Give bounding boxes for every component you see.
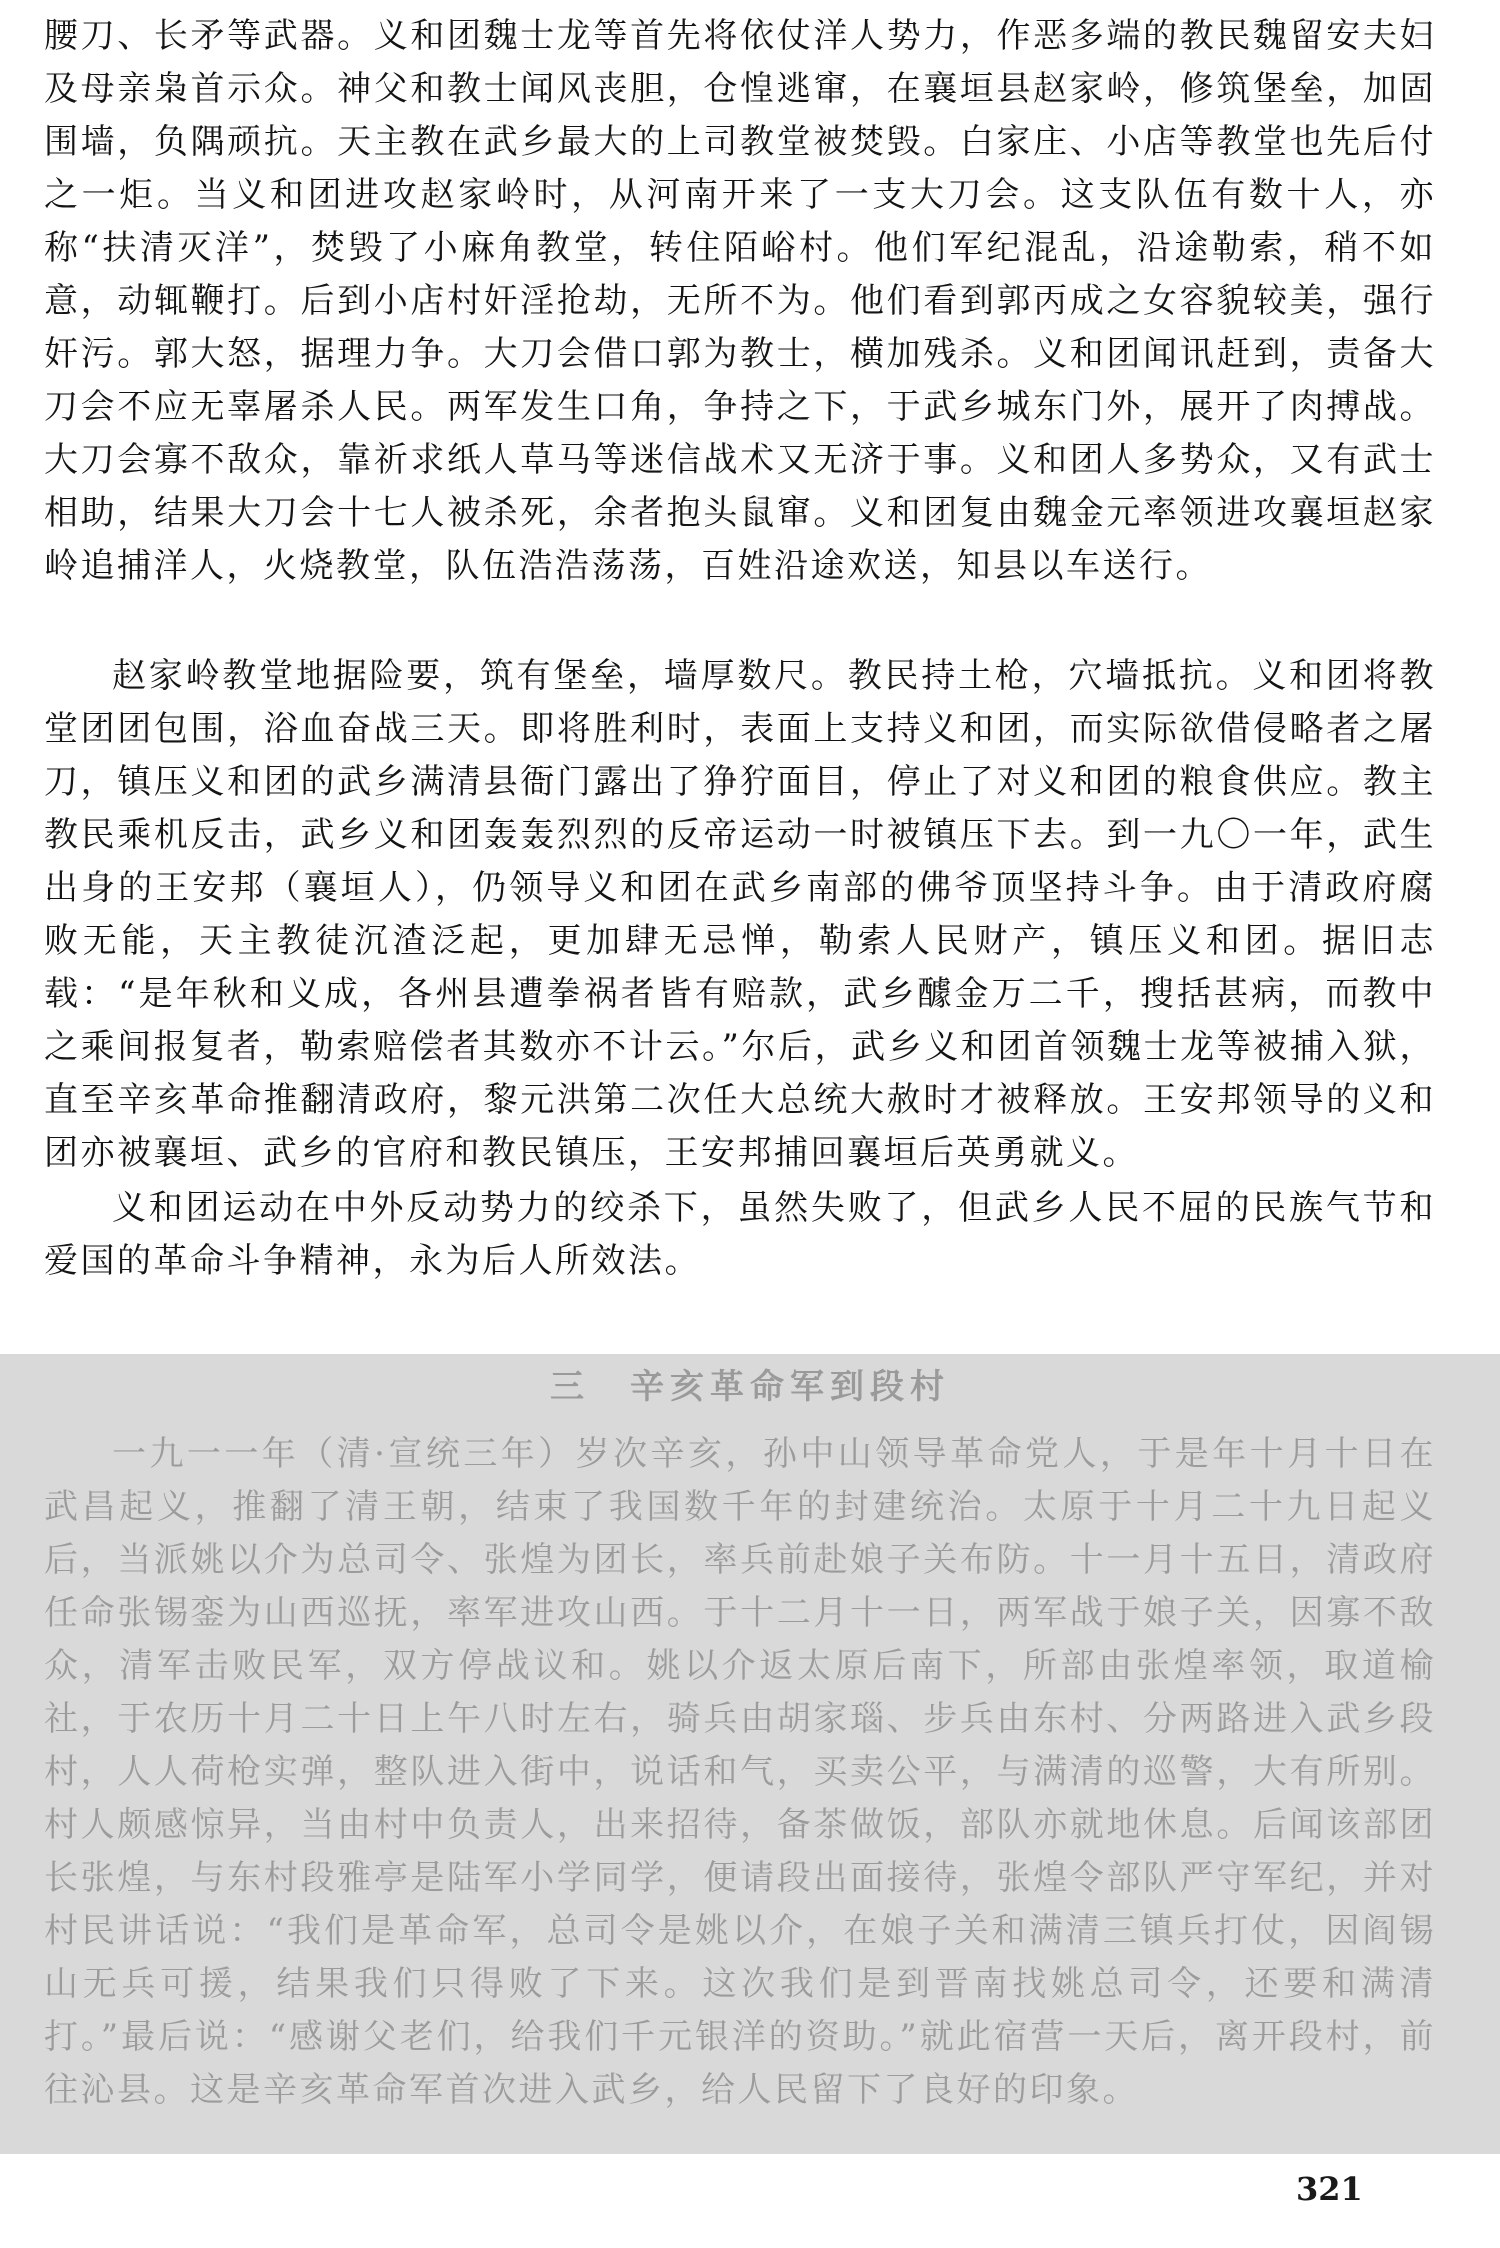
body-paragraph-1: 腰刀、长矛等武器。义和团魏士龙等首先将依仗洋人势力，作恶多端的教民魏留安夫妇及母亲枭首示众。神父和教士闻风丧胆，仓惶逃窜，在襄垣县赵家岭，修筑堡垒，加固围墙，负隅顽抗。天主教在武乡最大的上司教堂被焚毁。白家庄、小店等教堂也先后付之一炬。当义和团进攻赵家岭时，从河南开来了一支大刀会。这支队伍有数十人，亦称“扶清灭洋”，焚毁了小麻角教堂，转住陌峪村。他们军纪混乱，沿途勒索，稍不如意，动辄鞭打。后到小店村奸淫抢劫，无所不为。他们看到郭丙成之女容貌较美，强行奸污。郭大怒，据理力争。大刀会借口郭为教士，横加残杀。义和团闻讯赶到，责备大刀会不应无辜屠杀人民。两军发生口角，争持之下，于武乡城东门外，展开了肉搏战。大刀会寡不敌众，靠祈求纸人草马等迷信战术又无济于事。义和团人多势众，又有武士相助，结果大刀会十七人被杀死，余者抱头鼠窜。义和团复由魏金元率领进攻襄垣赵家岭追捕洋人，火烧教堂，队伍浩浩荡荡，百姓沿途欢送，知县以车送行。 xyxy=(44,16,1436,586)
section-heading: 三 辛亥革命军到段村 xyxy=(550,1367,950,1407)
body-paragraph-2: 赵家岭教堂地据险要，筑有堡垒，墙厚数尺。教民持土枪，穴墙抵抗。义和团将教堂团团包围，浴血奋战三天。即将胜利时，表面上支持义和团，而实际欲借侵略者之屠刀，镇压义和团的武乡满清县衙门露出了狰狞面目，停止了对义和团的粮食供应。教主教民乘机反击，武乡义和团轰轰烈烈的反帝运动一时被镇压下去。到一九〇一年，武生出身的王安邦（襄垣人），仍领导义和团在武乡南部的佛爷顶坚持斗争。由于清政府腐败无能，天主教徒沉渣泛起，更加肆无忌惮，勒索人民财产，镇压义和团。据旧志载：“是年秋和义成，各州县遭拳祸者皆有赔款，武乡醵金万二千，搜括甚病，而教中之乘间报复者，勒索赔偿者其数亦不计云。”尔后，武乡义和团首领魏士龙等被捕入狱，直至辛亥革命推翻清政府，黎元洪第二次任大总统大赦时才被释放。王安邦领导的义和团亦被襄垣、武乡的官府和教民镇压，王安邦捕回襄垣后英勇就义。 xyxy=(44,656,1436,1173)
section-paragraph: 一九一一年（清·宣统三年）岁次辛亥，孙中山领导革命党人，于是年十月十日在武昌起义，推翻了清王朝，结束了我国数千年的封建统治。太原于十月二十九日起义后，当派姚以介为总司令、张煌为团长，率兵前赴娘子关布防。十一月十五日，清政府任命张锡銮为山西巡抚，率军进攻山西。于十二月十一日，两军战于娘子关，因寡不敌众，清军击败民军，双方停战议和。姚以介返太原后南下，所部由张煌率领，取道榆社，于农历十月二十日上午八时左右，骑兵由胡家瑙、步兵由东村、分两路进入武乡段村，人人荷枪实弹，整队进入街中，说话和气，买卖公平，与满清的巡警，大有所别。村人颇感惊异，当由村中负责人，出来招待，备茶做饭，部队亦就地休息。后闻该部团长张煌，与东村段雅亭是陆军小学同学，便请段出面接待，张煌令部队严守军纪，并对村民讲话说：“我们是革命军，总司令是姚以介，在娘子关和满清三镇兵打仗，因阎锡山无兵可援，结果我们只得败了下来。这次我们是到晋南找姚总司令，还要和满清打。”最后说：“感谢父老们，给我们千元银洋的资助。”就此宿营一天后，离开段村，前往沁县。这是辛亥革命军首次进入武乡，给人民留下了良好的印象。 xyxy=(44,1434,1436,2110)
body-paragraph-3: 义和团运动在中外反动势力的绞杀下，虽然失败了，但武乡人民不屈的民族气节和爱国的革命斗争精神，永为后人所效法。 xyxy=(44,1188,1436,1281)
page-number: 321 xyxy=(1296,2170,1363,2208)
